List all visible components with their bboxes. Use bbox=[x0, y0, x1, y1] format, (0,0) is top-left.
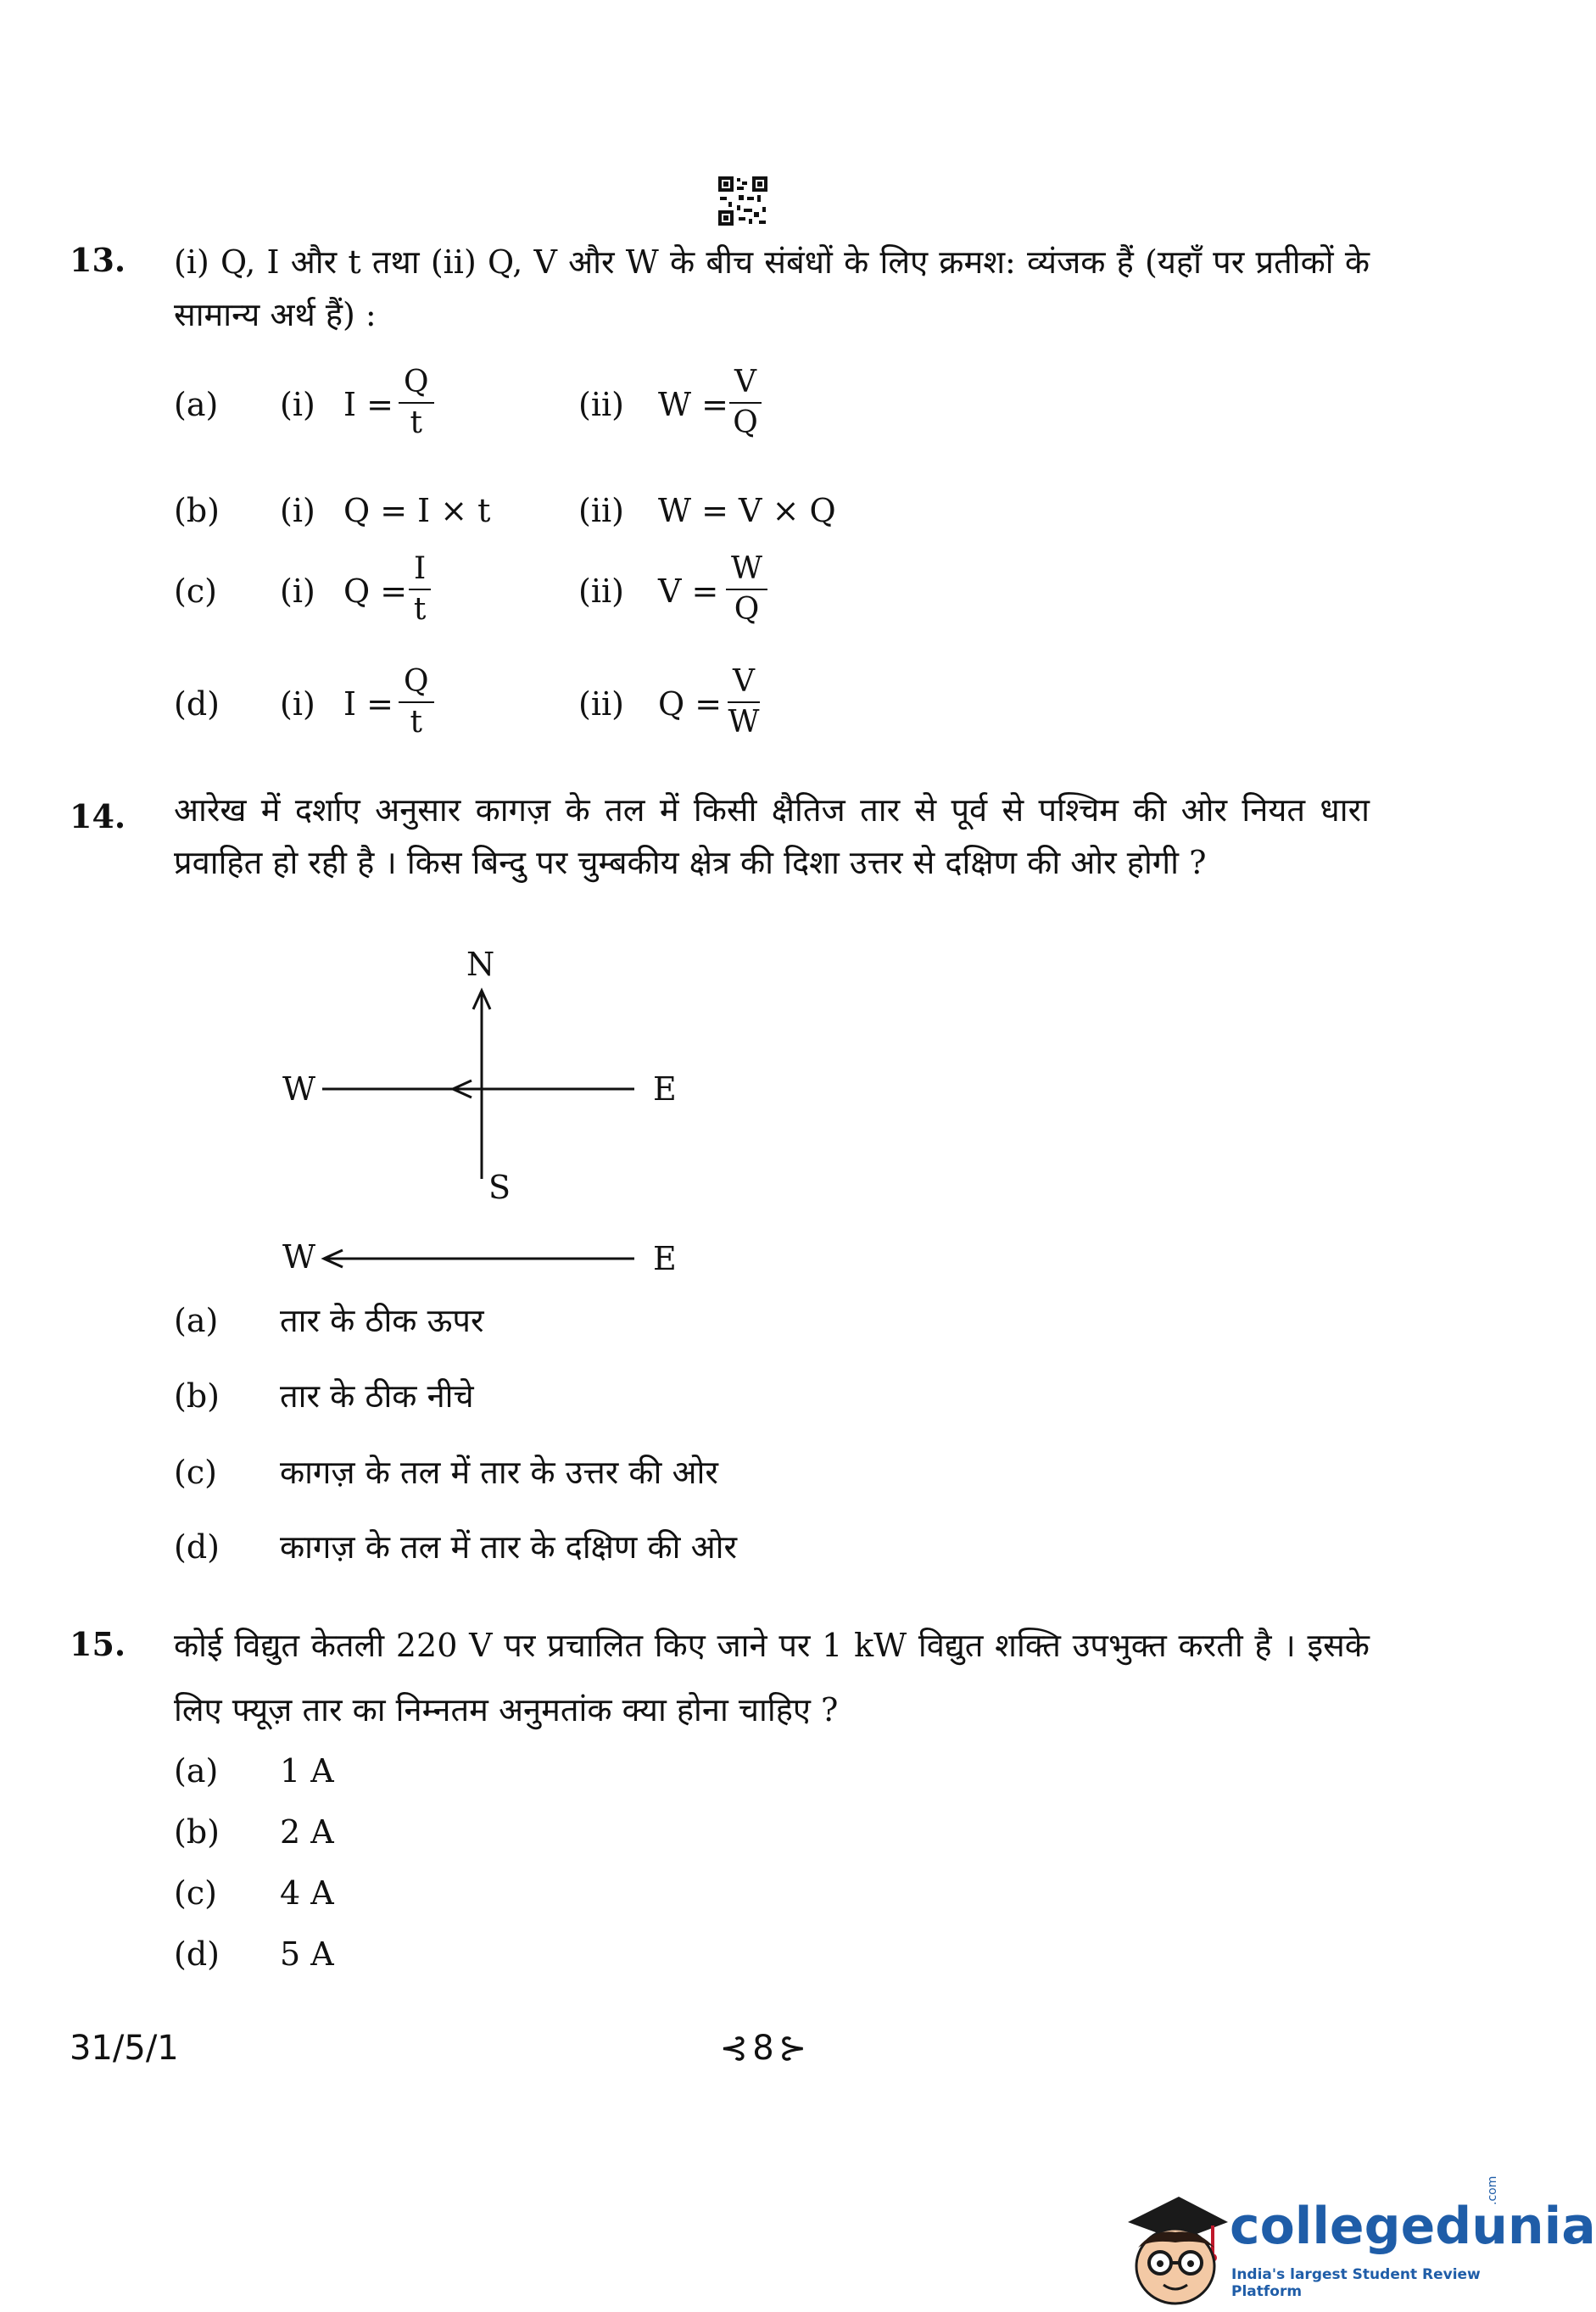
qr-code-icon bbox=[717, 175, 769, 227]
q13-text: (i) Q, I और t तथा (ii) Q, V और W के बीच संबंधों के लिए क्रमश: व्यंजक हैं (यहाँ पर प्रतीकों के सामान्य अर्थ हैं) : bbox=[174, 243, 1370, 333]
brand-name: collegedunia bbox=[1230, 2197, 1596, 2256]
diagram-label-east: E bbox=[653, 1070, 677, 1108]
q13-option-b-i: (i) bbox=[280, 492, 315, 529]
q15-option-a-label: (a) bbox=[174, 1752, 219, 1790]
brand-tagline: India's largest Student Review Platform bbox=[1231, 2266, 1481, 2300]
q14-number: 14. bbox=[70, 797, 126, 835]
q13-number: 13. bbox=[70, 241, 126, 279]
numerator: I bbox=[409, 550, 431, 590]
page-number: 8 bbox=[752, 2029, 774, 2068]
q15-option-a-text: 1 A bbox=[280, 1752, 334, 1790]
q15-text: कोई विद्युत केतली 220 V पर प्रचालित किए जाने पर 1 kW विद्युत शक्ति उपभुक्त करती है । इसके लिए फ्यूज़ तार का निम्नतम अनुमतांक क्या होना चाहिए ? bbox=[174, 1627, 1370, 1728]
q13-option-b-ii: (ii) bbox=[578, 492, 624, 529]
q13-option-b-ii-expr: W = V × Q bbox=[658, 492, 836, 529]
q13-option-d-i-fraction bbox=[399, 662, 434, 742]
paper-code: 31/5/1 bbox=[70, 2029, 179, 2068]
compass-diagram bbox=[271, 941, 695, 1289]
ornament-left-icon: ⊰ bbox=[719, 2029, 749, 2068]
q13-option-a-ii: (ii) bbox=[578, 386, 624, 423]
q13-option-d-ii-fraction bbox=[728, 662, 760, 742]
wire-label-west: W bbox=[282, 1238, 316, 1276]
numerator: W bbox=[726, 550, 767, 590]
q13-option-c-label: (c) bbox=[174, 572, 217, 610]
q13-option-a-i: (i) bbox=[280, 386, 315, 423]
q14-option-d-label: (d) bbox=[174, 1528, 220, 1566]
numerator: Q bbox=[399, 363, 434, 404]
q13-option-b-i-expr: Q = I × t bbox=[343, 492, 491, 529]
diagram-label-north: N bbox=[466, 946, 495, 983]
ornament-right-icon: ⊱ bbox=[778, 2029, 807, 2068]
diagram-label-south: S bbox=[488, 1169, 511, 1206]
page-number-group bbox=[704, 2029, 823, 2068]
q14-option-a-label: (a) bbox=[174, 1302, 219, 1339]
q14-option-c-label: (c) bbox=[174, 1454, 217, 1491]
q14-option-d-text: कागज़ के तल में तार के दक्षिण की ओर bbox=[280, 1528, 737, 1566]
q13-option-b-label: (b) bbox=[174, 492, 220, 529]
q15-option-b-label: (b) bbox=[174, 1813, 220, 1851]
q14-option-b-label: (b) bbox=[174, 1377, 220, 1415]
q13-option-d-label: (d) bbox=[174, 685, 220, 723]
numerator: V bbox=[729, 363, 762, 404]
denominator: t bbox=[410, 405, 422, 440]
q13-option-d-ii: (ii) bbox=[578, 685, 624, 723]
q13-option-c-ii-lhs: V = bbox=[658, 572, 719, 610]
q15-option-b-text: 2 A bbox=[280, 1813, 334, 1851]
q14-option-c-text: कागज़ के तल में तार के उत्तर की ओर bbox=[280, 1454, 718, 1491]
q15-number: 15. bbox=[70, 1625, 126, 1663]
q13-option-a-ii-fraction bbox=[729, 363, 762, 443]
q13-option-a-ii-lhs: W = bbox=[658, 386, 728, 423]
q15-option-d-text: 5 A bbox=[280, 1935, 334, 1973]
brand-domain: .com bbox=[1486, 2175, 1499, 2205]
q13-option-c-i-fraction bbox=[409, 550, 431, 629]
denominator: W bbox=[728, 705, 760, 740]
q13-option-a-label: (a) bbox=[174, 386, 219, 423]
numerator: V bbox=[728, 662, 760, 703]
q13-option-c-ii: (ii) bbox=[578, 572, 624, 610]
q14-option-a-text: तार के ठीक ऊपर bbox=[280, 1302, 484, 1339]
q15-option-c-text: 4 A bbox=[280, 1874, 334, 1912]
q13-option-c-i: (i) bbox=[280, 572, 315, 610]
q15-option-c-label: (c) bbox=[174, 1874, 217, 1912]
q13-option-c-i-lhs: Q = bbox=[343, 572, 408, 610]
diagram-label-west: W bbox=[282, 1070, 316, 1108]
q13-option-d-i-lhs: I = bbox=[343, 685, 393, 723]
q14-option-b-text: तार के ठीक नीचे bbox=[280, 1377, 474, 1415]
numerator: Q bbox=[399, 662, 434, 703]
q14-text: आरेख में दर्शाए अनुसार कागज़ के तल में किसी क्षैतिज तार से पूर्व से पश्चिम की ओर नियत धारा प्रवाहित हो रही है । किस बिन्दु पर चुम्बकीय क्षेत्र की दिशा उत्तर से दक्षिण की ओर होगी ? bbox=[174, 791, 1370, 881]
q13-option-c-ii-fraction bbox=[726, 550, 767, 629]
q15-option-d-label: (d) bbox=[174, 1935, 220, 1973]
q13-option-d-i: (i) bbox=[280, 685, 315, 723]
mascot-logo-icon bbox=[1119, 2188, 1231, 2307]
q13-option-a-i-lhs: I = bbox=[343, 386, 393, 423]
denominator: t bbox=[413, 592, 427, 627]
denominator: Q bbox=[734, 592, 760, 627]
q13-option-a-i-fraction bbox=[399, 363, 434, 443]
wire-label-east: E bbox=[653, 1240, 677, 1277]
denominator: t bbox=[410, 705, 422, 740]
denominator: Q bbox=[733, 405, 758, 440]
q13-option-d-ii-lhs: Q = bbox=[658, 685, 723, 723]
